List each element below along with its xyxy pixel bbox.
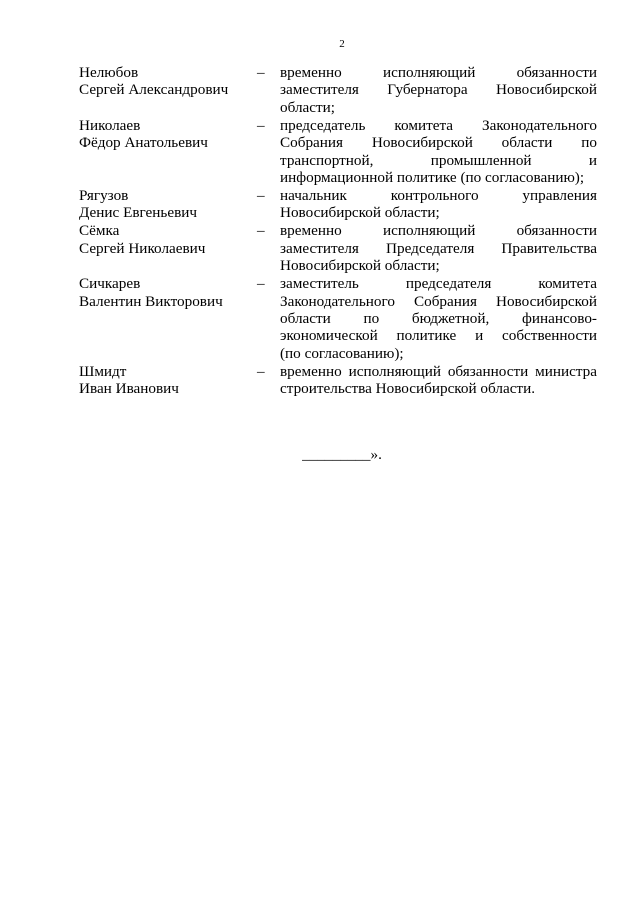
member-dash: – [257, 116, 265, 134]
member-role [280, 275, 597, 362]
role-line: экономической политике и собственности [280, 327, 597, 345]
member-given-names: Иван Иванович [79, 380, 179, 398]
member-entry [79, 363, 597, 398]
member-name [79, 64, 257, 116]
role-line: (по согласованию); [280, 344, 404, 362]
role-line: временно исполняющий обязанности [280, 64, 597, 81]
member-surname: Николаев [79, 116, 141, 134]
role-line: начальник контрольного управления [280, 187, 597, 205]
member-given-names: Сергей Александрович [79, 81, 229, 99]
role-line: информационной политике (по согласованию); [280, 169, 585, 187]
member-entry [79, 117, 597, 187]
member-dash: – [257, 64, 265, 81]
member-given-names: Сергей Николаевич [79, 239, 206, 257]
member-name [79, 117, 257, 187]
role-line: временно исполняющий обязанности [280, 222, 597, 240]
role-line: председатель комитета Законодательного [280, 116, 597, 134]
role-line: Новосибирской области; [280, 204, 440, 222]
member-role [280, 187, 597, 222]
member-entry [79, 64, 597, 116]
member-name [79, 222, 257, 274]
member-entry [79, 222, 597, 274]
member-dash: – [257, 187, 265, 205]
member-dash: – [257, 362, 265, 380]
member-list [79, 64, 597, 398]
member-surname: Шмидт [79, 362, 127, 380]
role-line: транспортной, промышленной и [280, 151, 597, 169]
role-line: Собрания Новосибирской области по [280, 134, 597, 152]
member-role [280, 64, 597, 116]
member-name [79, 187, 257, 222]
member-given-names: Фёдор Анатольевич [79, 134, 208, 152]
member-given-names: Валентин Викторович [79, 292, 223, 310]
role-line: заместителя Председателя Правительства [280, 239, 597, 257]
member-role [280, 117, 597, 187]
member-role [280, 363, 597, 398]
member-surname: Сёмка [79, 222, 120, 240]
role-line: строительства Новосибирской области. [280, 380, 535, 398]
role-line: области по бюджетной, финансово- [280, 310, 597, 328]
member-role [280, 222, 597, 274]
role-line: заместителя Губернатора Новосибирской [280, 81, 597, 99]
role-line: области; [280, 98, 335, 116]
member-name [79, 363, 257, 398]
member-surname: Сичкарев [79, 275, 141, 293]
member-name [79, 275, 257, 362]
member-dash: – [257, 222, 265, 240]
member-entry [79, 275, 597, 362]
member-given-names: Денис Евгеньевич [79, 204, 198, 222]
closing-mark: _________». [302, 446, 382, 463]
member-dash: – [257, 275, 265, 293]
member-entry [79, 187, 597, 222]
role-line: Законодательного Собрания Новосибирской [280, 292, 597, 310]
role-line: временно исполняющий обязанности министра [280, 362, 597, 380]
member-surname: Рягузов [79, 187, 129, 205]
role-line: Новосибирской области; [280, 257, 440, 275]
page-number: 2 [339, 38, 345, 50]
role-line: заместитель председателя комитета [280, 275, 597, 293]
member-surname: Нелюбов [79, 64, 139, 81]
